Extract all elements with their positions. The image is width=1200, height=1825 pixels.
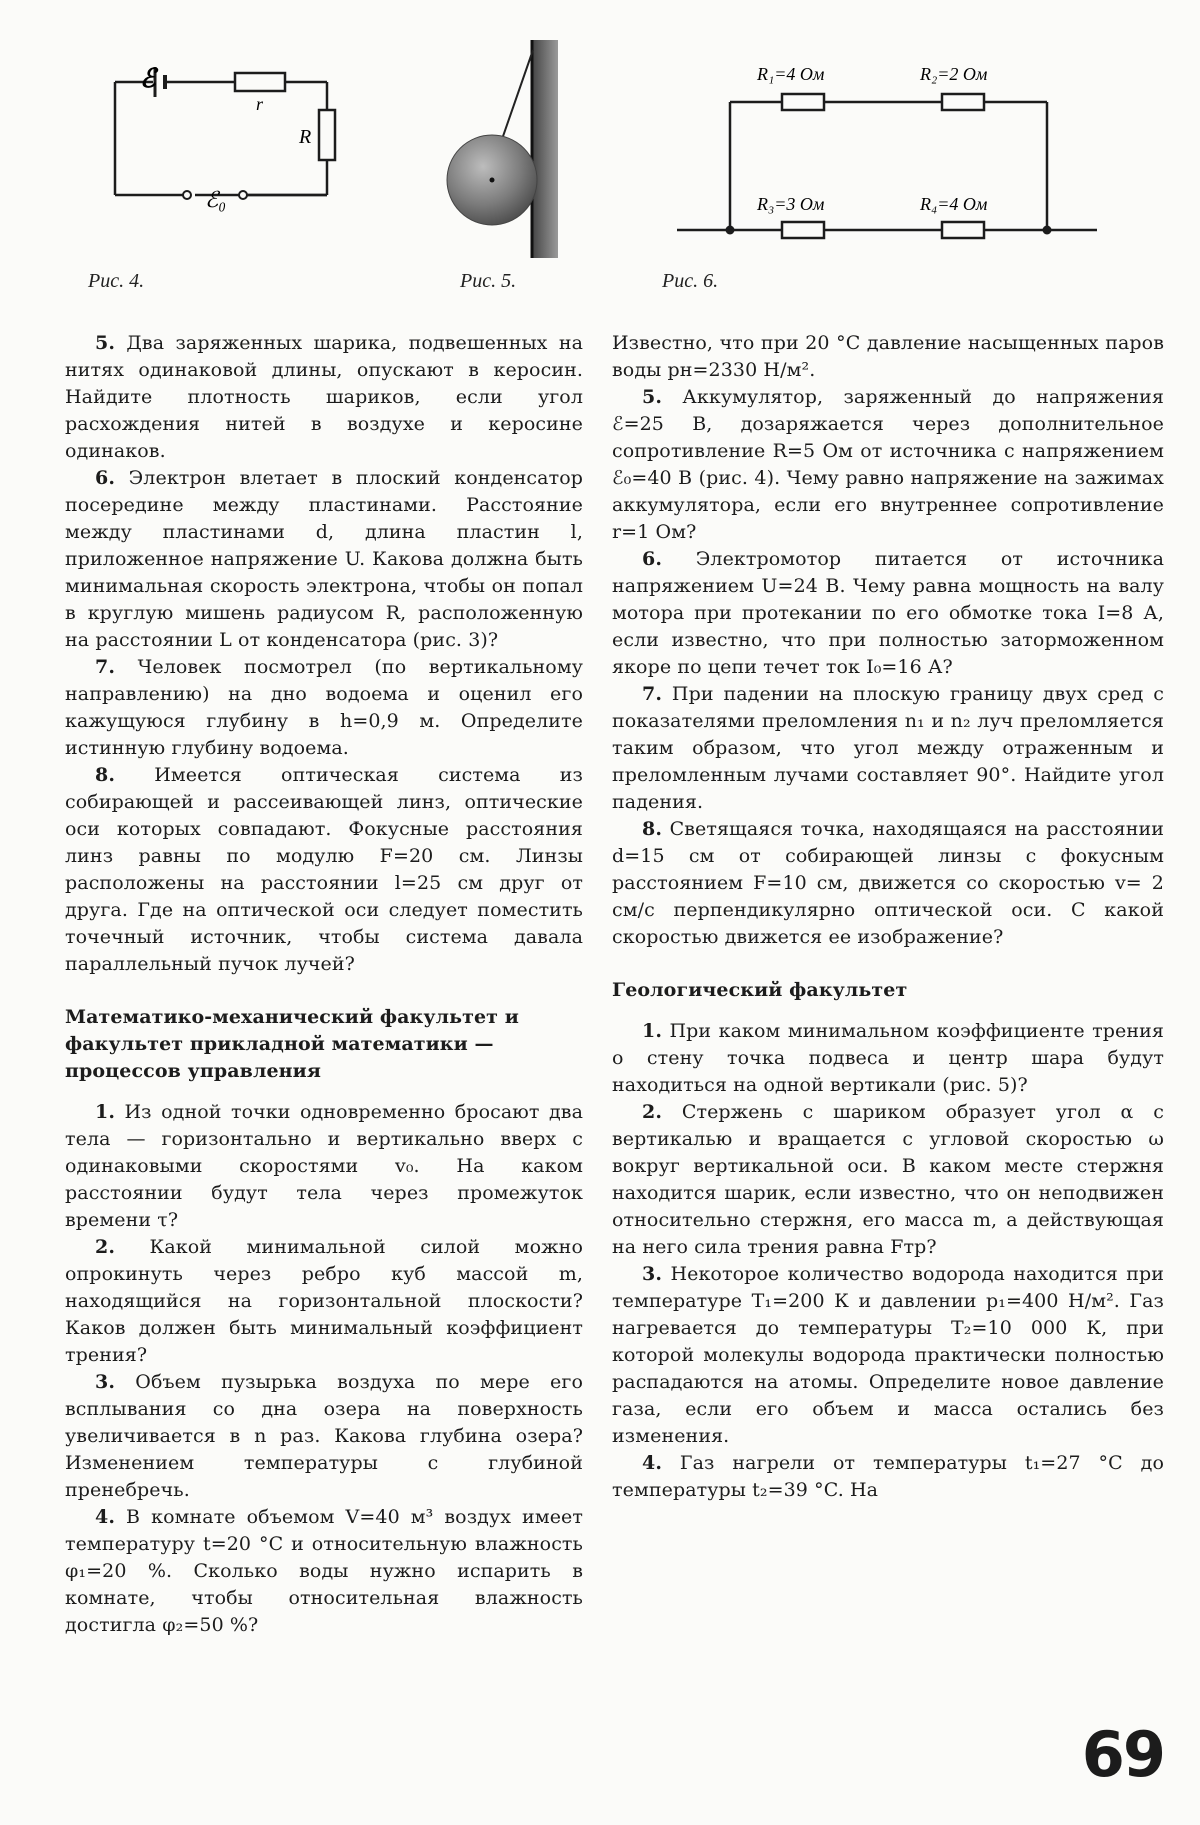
problem-left-8: 8. Имеется оптическая система из собирающей и рассеивающей линз, оптические оси которых совпадают. Фокусные расстояния линз равны по модулю F=20 см. Линзы расположены на расстоянии l=25 см друг от друга. Где на оптической оси следует поместить точечный источник, чтобы система давала параллельный пучок лучей? <box>65 764 583 975</box>
label-r4: R₄=4 Ом <box>920 194 988 214</box>
figure-4-caption: Рис. 4. <box>88 270 145 292</box>
label-r2: R₂=2 Ом <box>920 64 988 84</box>
problem-right-7: 7. При падении на плоскую границу двух сред с показателями преломления n₁ и n₂ луч преломляется таким образом, что угол между отраженным и преломленным лучами составляет 90°. Найдите угол падения. <box>612 683 1165 813</box>
problem-left-b4: 4. В комнате объемом V=40 м³ воздух имеет температуру t=20 °C и относительную влажность φ₁=20 %. Сколько воды нужно испарить в комнате, чтобы относительная влажность достигла φ₂=50 %? <box>65 1506 583 1636</box>
label-emf0: ℰ₀ <box>205 187 226 212</box>
figure-5-caption: Рис. 5. <box>460 270 517 292</box>
problem-right-6: 6. Электромотор питается от источника напряжением U=24 В. Чему равна мощность на валу мотора при протекании по его обмотке тока I=8 А, если известно, что при полностью заторможенном якоре по цепи течет ток I₀=16 А? <box>612 548 1164 678</box>
problem-right-b4: 4. Газ нагрели от температуры t₁=27 °C до температуры t₂=39 °C. На <box>612 1452 1164 1501</box>
problem-left-b2: 2. Какой минимальной силой можно опрокинуть через ребро куб массой m, находящийся на горизонтальной плоскости? Каков должен быть минимальный коэффициент трения? <box>65 1236 583 1366</box>
label-r1: R₁=4 Ом <box>757 64 825 84</box>
label-r: r <box>256 94 264 114</box>
right-column <box>612 330 1164 1504</box>
problem-right-b1: 1. При каком минимальном коэффициенте трения о стену точка подвеса и центр шара будут находиться на одной вертикали (рис. 5)? <box>612 1020 1164 1096</box>
problem-right-b3: 3. Некоторое количество водорода находится при температуре T₁=200 К и давлении p₁=400 Н/м². Газ нагревается до температуры T₂=10 000 К, при которой молекулы водорода практически полностью распадаются на атомы. Определите новое давление газа, если его объем и масса остались без изменения. <box>612 1263 1164 1447</box>
figure-6-caption: Рис. 6. <box>662 270 719 292</box>
section-heading-geology: Геологический факультет <box>612 979 908 1001</box>
figure-6-resistor-network <box>672 52 1102 252</box>
left-column <box>65 330 583 1639</box>
wall <box>532 40 558 258</box>
label-r3: R₃=3 Ом <box>757 194 825 214</box>
label-R: R <box>299 126 312 148</box>
problem-right-b2: 2. Стержень с шариком образует угол α с вертикалью и вращается с угловой скоростью ω вокруг вертикальной оси. В каком месте стержня находится шарик, если известно, что он неподвижен относительно стержня, его масса m, а действующая на него сила трения равна Fтр? <box>612 1101 1164 1258</box>
problem-left-b3: 3. Объем пузырька воздуха по мере его всплывания со дна озера на поверхность увеличивается в n раз. Какова глубина озера? Изменением температуры с глубиной пренебречь. <box>65 1371 583 1501</box>
intro-text: Известно, что при 20 °C давление насыщенных паров воды pн=2330 Н/м². <box>612 332 1164 381</box>
problem-left-7: 7. Человек посмотрел (по вертикальному направлению) на дно водоема и оценил его кажущуюся глубину в h=0,9 м. Определите истинную глубину водоема. <box>65 656 584 759</box>
section-heading-mathmech: Математико-механический факультет и факультет прикладной математики — процессов управления <box>65 1006 519 1082</box>
problem-left-5: 5. Два заряженных шарика, подвешенных на нитях одинаковой длины, опускают в керосин. Найдите плотность шариков, если угол расхождения нитей в воздухе и керосине одинаков. <box>65 332 584 462</box>
problem-left-6: 6. Электрон влетает в плоский конденсатор посередине между пластинами. Расстояние между пластинами d, длина пластин l, приложенное напряжение U. Какова должна быть минимальная скорость электрона, чтобы он попал в круглую мишень радиусом R, расположенную на расстоянии L от конденсатора (рис. 3)? <box>65 467 584 651</box>
label-emf: ℰ <box>140 64 156 93</box>
problem-left-b1: 1. Из одной точки одновременно бросают два тела — горизонтально и вертикально вверх с одинаковыми скоростями v₀. На каком расстоянии будут тела через промежуток времени τ? <box>65 1101 584 1231</box>
figure-4-circuit <box>95 55 395 235</box>
problem-right-8: 8. Светящаяся точка, находящаяся на расстоянии d=15 см от собирающей линзы с фокусным расстоянием F=10 см, движется со скоростью v= 2 см/с перпендикулярно оптической оси. С какой скоростью движется ее изображение? <box>612 818 1165 948</box>
figure-5-ball-on-wall <box>440 38 560 263</box>
page-number: 69 <box>1081 1718 1164 1791</box>
problem-right-5: 5. Аккумулятор, заряженный до напряжения ℰ=25 В, дозаряжается через дополнительное сопротивление R=5 Ом от источника с напряжением ℰ₀=40 В (рис. 4). Чему равно напряжение на зажимах аккумулятора, если его внутреннее сопротивление r=1 Ом? <box>612 386 1164 543</box>
